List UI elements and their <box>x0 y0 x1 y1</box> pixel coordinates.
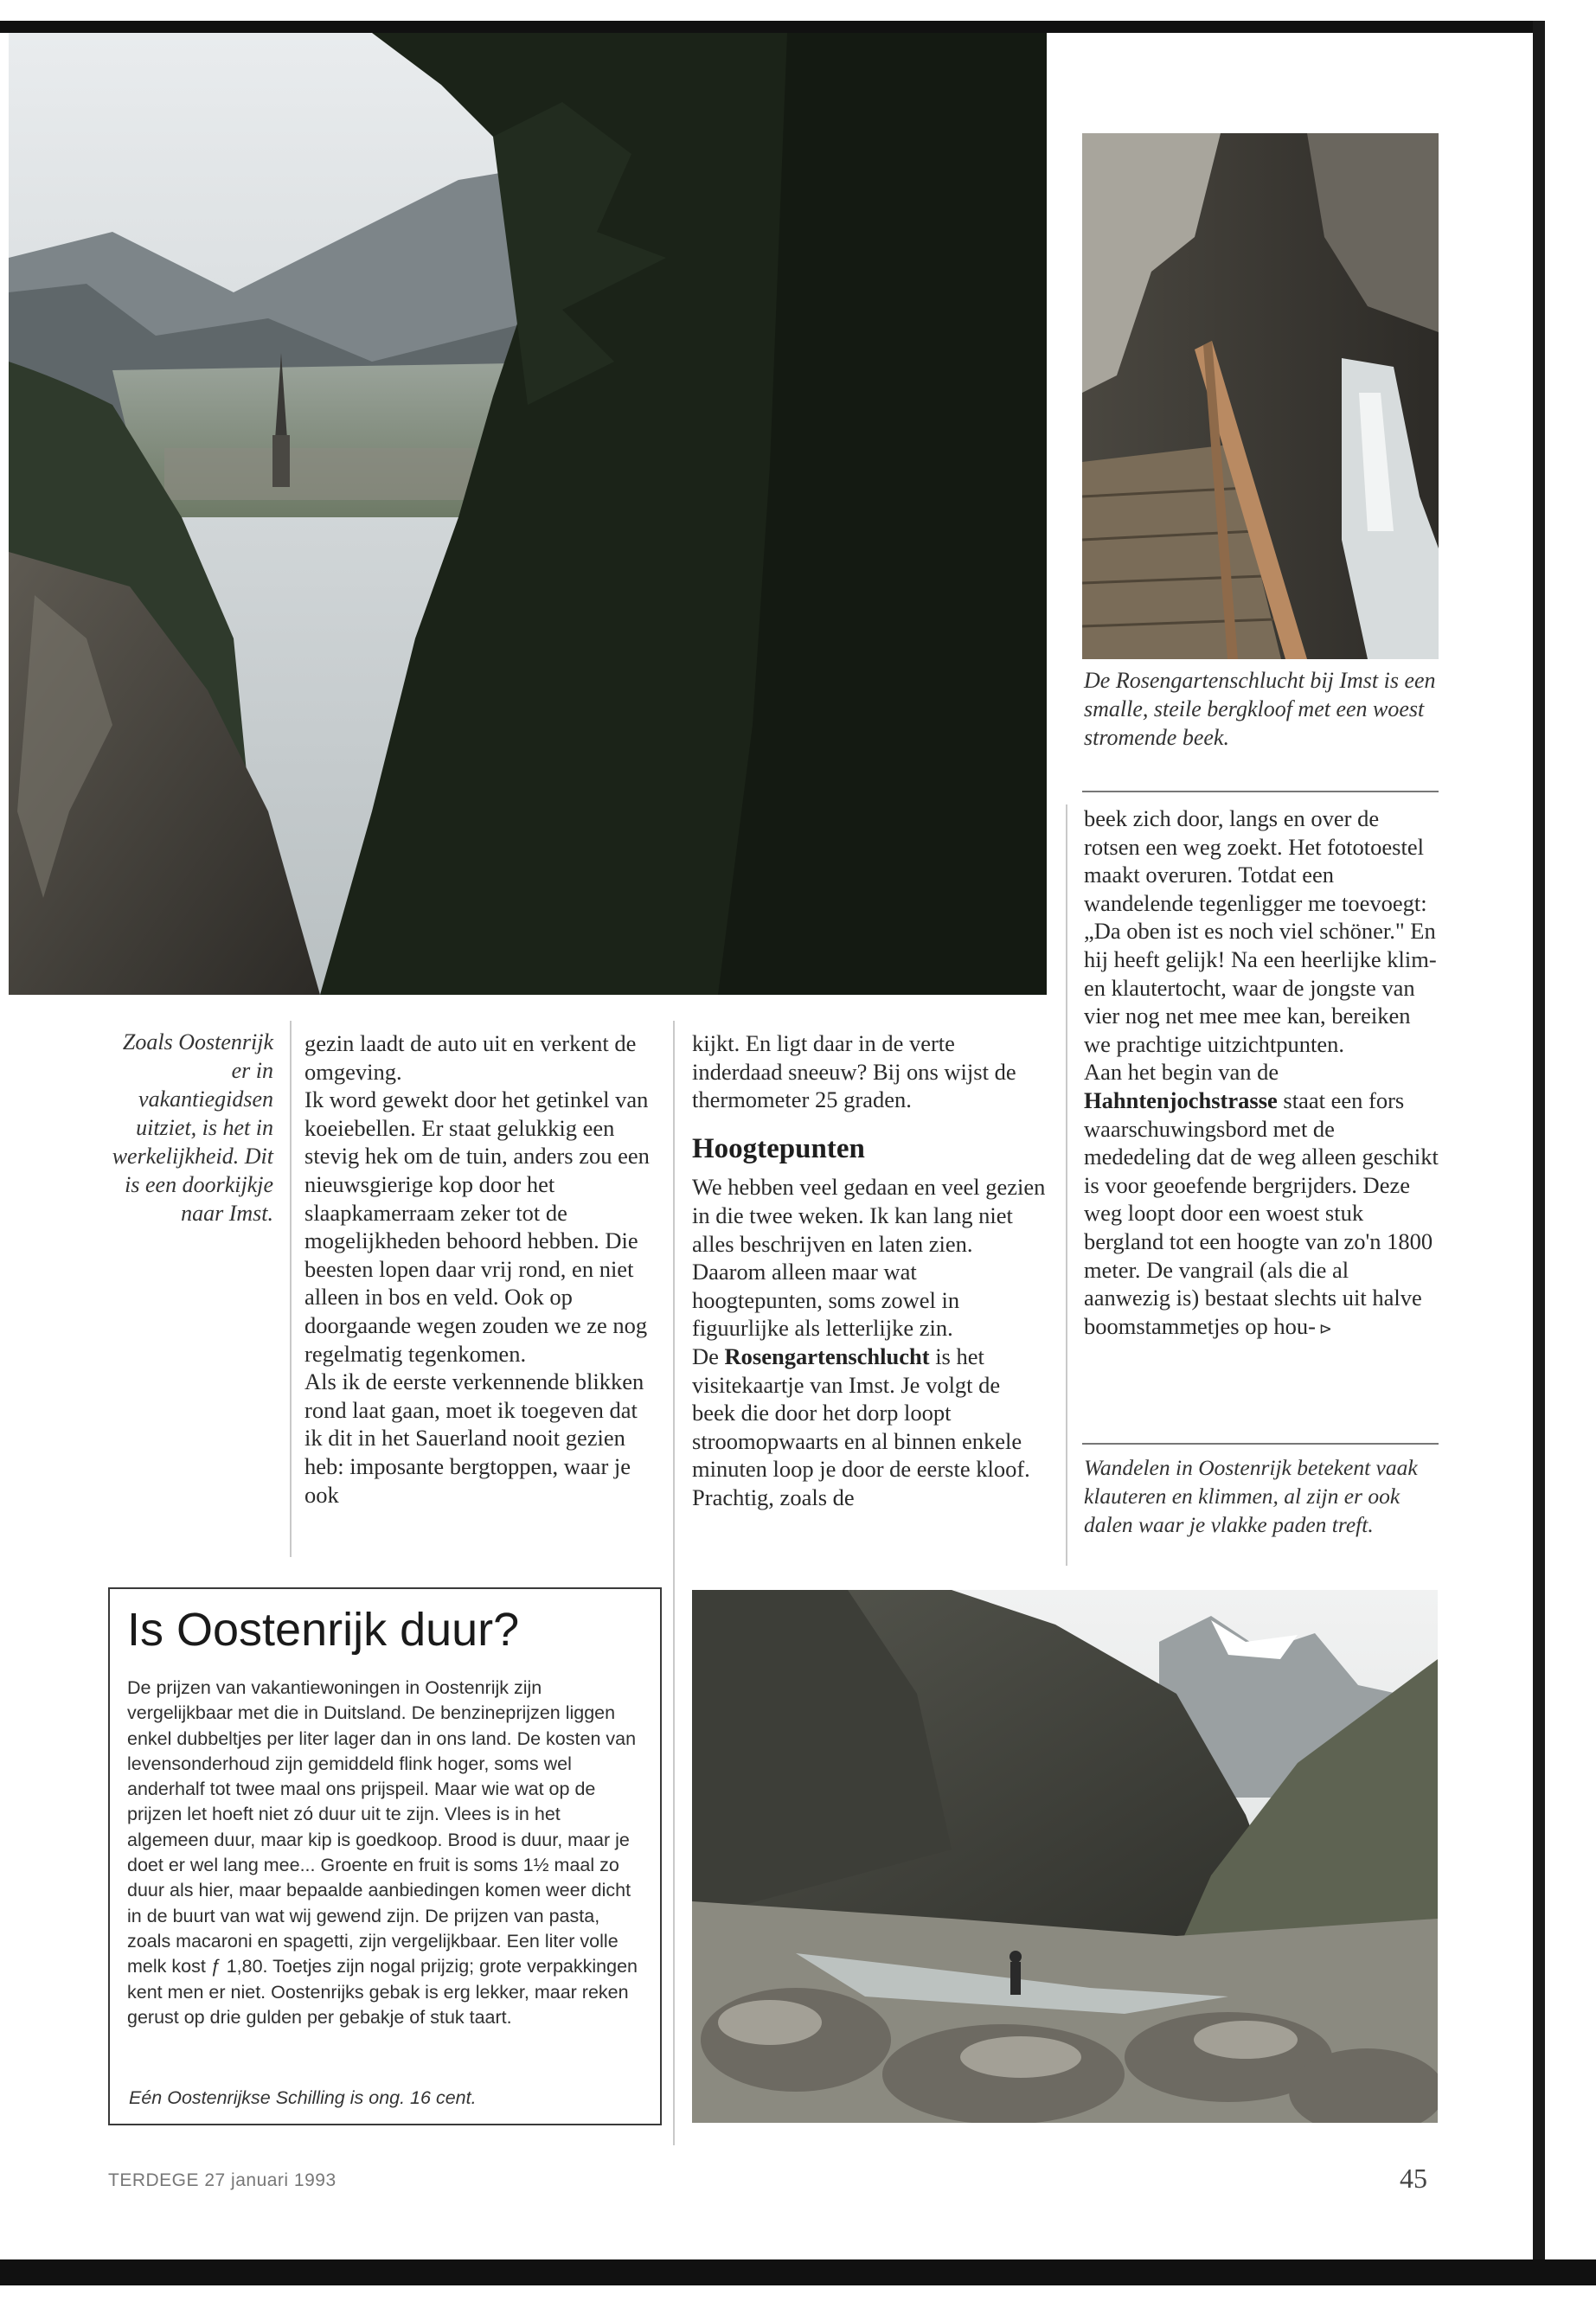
page-number: 45 <box>1400 2163 1427 2194</box>
article-column-3 <box>1084 804 1440 1343</box>
column-2-paragraph-2 <box>692 1343 1047 1512</box>
caption-divider-top <box>1082 791 1439 792</box>
sidebar-box-prices <box>108 1587 662 2125</box>
sidebar-text: De prijzen van vakantiewoningen in Oostenrijk zijn vergelijkbaar met die in Duitsland. De benzineprijzen liggen enkel dubbeltjes per liter lager dan in ons land. De kosten van levensonderhoud zijn gemiddeld flink hoger, soms wel anderhalf tot twee maal ons prijspeil. Maar wie wat op de prijzen let hoeft niet zó duur uit te zijn. Vlees is in het algemeen duur, maar kip is goedkoop. Brood is duur, maar je doet er wel lang mee... Groente en fruit is soms 1½ maal zo duur als hier, maar bepaalde aanbiedingen komen weer dicht in de buurt van wat wij gewend zijn. De prijzen van pasta, zoals macaroni en spagetti, zijn vergelijkbaar. Een liter volle melk kost ƒ 1,80. Toetjes zijn nogal prijzig; grote verpakkingen kent men er niet. Oostenrijks gebak is erg lekker, maar reken gerust op drie gulden per gebakje of stuk taart. <box>127 1677 638 2028</box>
article-column-2 <box>692 1029 1047 1512</box>
column-rule-1 <box>290 1021 292 1557</box>
column-2-paragraph-1: We hebben veel gedaan en veel gezien in die twee weken. Ik kan lang niet alles beschrijven en laten zien. Daarom alleen maar wat hoogtepunten, soms zowel in figuurlijke als letterlijke zin. <box>692 1174 1046 1342</box>
caption-rosengartenschlucht: De Rosengartenschlucht bij Imst is een smalle, steile bergkloof met een woest stromende beek. <box>1084 668 1436 750</box>
paragraph-3-lead: Aan het begin van de <box>1084 1059 1279 1086</box>
continue-arrow-icon: ⊳ <box>1318 1319 1333 1337</box>
caption-wandelen: Wandelen in Oostenrijk betekent vaak klauteren en klimmen, al zijn er ook dalen waar je vlakke paden treft. <box>1084 1455 1418 1537</box>
column-2-intro: kijkt. En ligt daar in de verte inderdaad sneeuw? Bij ons wijst de thermometer 25 graden. <box>692 1030 1016 1113</box>
photo-imst-valley <box>9 33 1047 995</box>
column-rule-2 <box>673 1021 675 2145</box>
top-border <box>0 21 1540 33</box>
term-rosengartenschlucht: Rosengartenschlucht <box>724 1343 930 1369</box>
photo-rosengartenschlucht <box>1082 133 1439 659</box>
sidebar-note: Eén Oostenrijkse Schilling is ong. 16 cent. <box>129 2087 477 2108</box>
column-3-paragraph-1: beek zich door, langs en over de rotsen een weg zoekt. Het fototoestel maakt overuren. Totdat een wandelende tegenligger me toevoegt: „Da oben ist es noch viel schöner." En hij heeft gelijk! Na een heerlijke klim- en klautertocht, waar de jongste van vier nog net mee mee kan, bereiken we prachtige uitzichtpunten. <box>1084 805 1437 1057</box>
paragraph-2-rest: is het visitekaartje van Imst. Je volgt de beek die door het dorp loopt stroomopwaarts en al binnen enkele minuten loop je door de eerste kloof. Prachtig, zoals de <box>692 1343 1030 1510</box>
photo-mountain-valley-walk <box>692 1590 1438 2123</box>
caption-divider-bottom <box>1082 1443 1439 1445</box>
column-3-paragraph-2 <box>1084 1058 1440 1343</box>
subhead-hoogtepunten: Hoogtepunten <box>692 1132 865 1164</box>
sidebar-title: Is Oostenrijk duur? <box>127 1604 520 1656</box>
article-column-1: gezin laadt de auto uit en verkent de omgeving. Ik word gewekt door het getinkel van koeiebellen. Er staat gelukkig een stevig hek om de tuin, anders zou een nieuwsgierige kop door het slaapkamerraam zeker tot de mogelijkheden behoord hebben. Die beesten lopen daar vrij rond, en niet alleen in bos en veld. Ook op doorgaande wegen zouden we ze nog regelmatig tegenkomen. Als ik de eerste verkennende blikken rond laat gaan, moet ik toegeven dat ik dit in het Sauerland nooit gezien heb: imposante bergtoppen, waar je ook <box>304 1030 650 1508</box>
term-hahntenjochstrasse: Hahntenjochstrasse <box>1084 1086 1278 1113</box>
footer-publication: TERDEGE 27 januari 1993 <box>108 2170 337 2190</box>
column-rule-3 <box>1066 804 1067 1566</box>
caption-imst: Zoals Oostenrijk er in vakantiegidsen uitziet, is het in werkelijkheid. Dit is een doorkijkje naar Imst. <box>112 1029 273 1226</box>
paragraph-3-rest: staat een fors waarschuwingsbord met de mededeling dat de weg alleen geschikt is voor geoefende bergrijders. Deze weg loopt door een woest stuk bergland tot een hoogte van zo'n 1800 meter. De vangrail (als die al aanwezig is) bestaat slechts uit halve boomstammetjes op hou- <box>1084 1086 1439 1339</box>
right-border <box>1533 21 1545 2270</box>
paragraph-2-lead: De <box>692 1343 725 1369</box>
bottom-border <box>0 2259 1596 2285</box>
